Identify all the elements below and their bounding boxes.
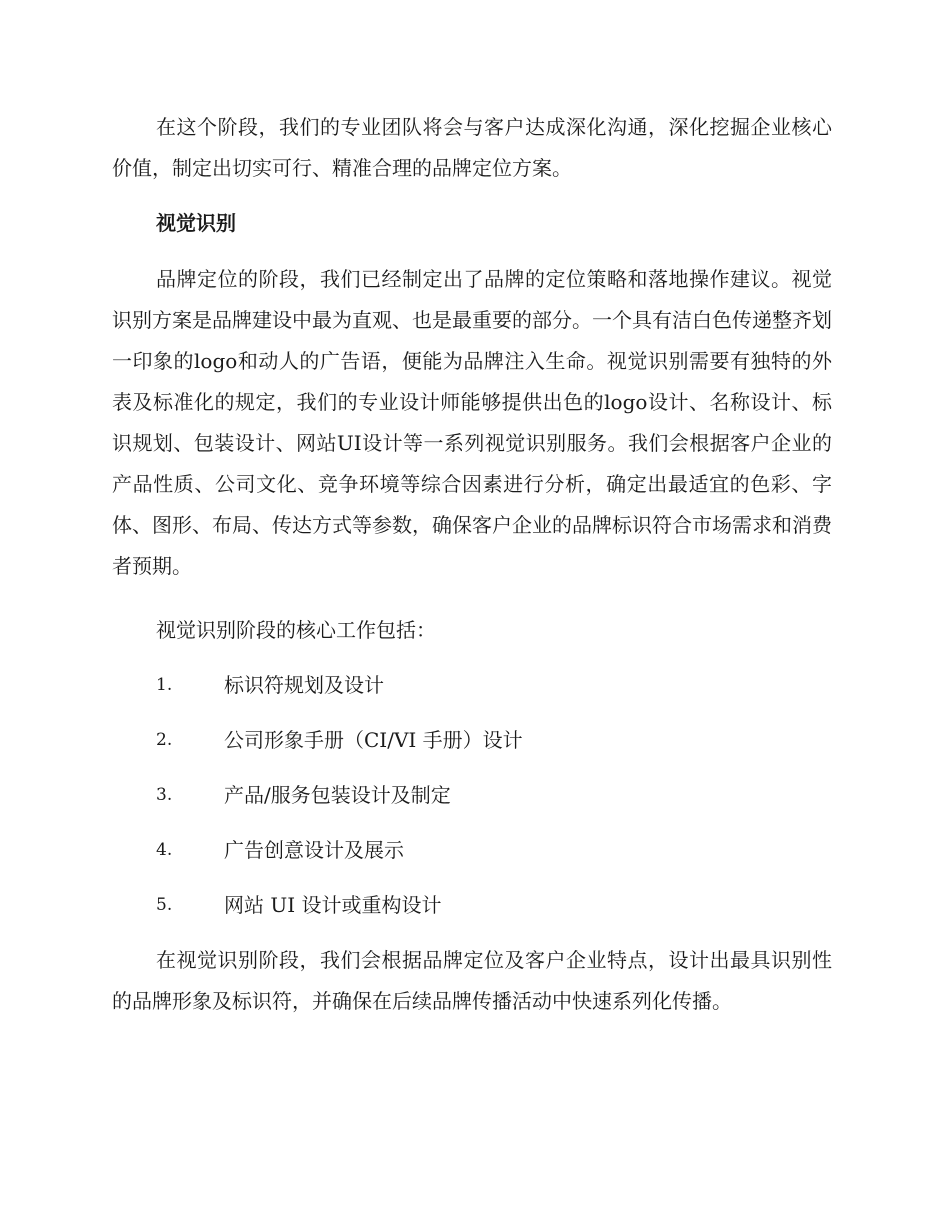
list-item-number: 5. bbox=[156, 895, 173, 915]
list-item-number: 4. bbox=[156, 840, 173, 860]
list-item-number: 1. bbox=[156, 675, 173, 695]
section-heading: 视觉识别 bbox=[156, 211, 236, 235]
list-item bbox=[156, 658, 836, 713]
list-item bbox=[156, 823, 836, 878]
list-item-number: 2. bbox=[156, 730, 173, 750]
list-item-text: 广告创意设计及展示 bbox=[224, 838, 404, 862]
list-intro: 视觉识别阶段的核心工作包括： bbox=[156, 618, 436, 642]
list-item-text: 产品/服务包装设计及制定 bbox=[224, 783, 451, 807]
intro-paragraph: 在这个阶段，我们的专业团队将会与客户达成深化沟通，深化挖掘企业核心价值，制定出切实可行、精准合理的品牌定位方案。 bbox=[112, 115, 832, 180]
list-item-text: 公司形象手册（CI/VI 手册）设计 bbox=[224, 728, 523, 752]
closing-paragraph: 在视觉识别阶段，我们会根据品牌定位及客户企业特点，设计出最具识别性的品牌形象及标识符，并确保在后续品牌传播活动中快速系列化传播。 bbox=[112, 948, 832, 1013]
list-item-number: 3. bbox=[156, 785, 173, 805]
core-work-list bbox=[156, 658, 836, 933]
list-item bbox=[156, 713, 836, 768]
body-paragraph: 品牌定位的阶段，我们已经制定出了品牌的定位策略和落地操作建议。视觉识别方案是品牌建设中最为直观、也是最重要的部分。一个具有洁白色传递整齐划一印象的logo和动人的广告语，便能为品牌注入生命。视觉识别需要有独特的外表及标准化的规定，我们的专业设计师能够提供出色的logo设计、名称设计、标识规划、包装设计、网站UI设计等一系列视觉识别服务。我们会根据客户企业的产品性质、公司文化、竞争环境等综合因素进行分析，确定出最适宜的色彩、字体、图形、布局、传达方式等参数，确保客户企业的品牌标识符合市场需求和消费者预期。 bbox=[112, 267, 832, 578]
list-item-text: 标识符规划及设计 bbox=[224, 673, 384, 697]
list-item bbox=[156, 768, 836, 823]
list-item-text: 网站 UI 设计或重构设计 bbox=[224, 893, 442, 917]
list-item bbox=[156, 878, 836, 933]
